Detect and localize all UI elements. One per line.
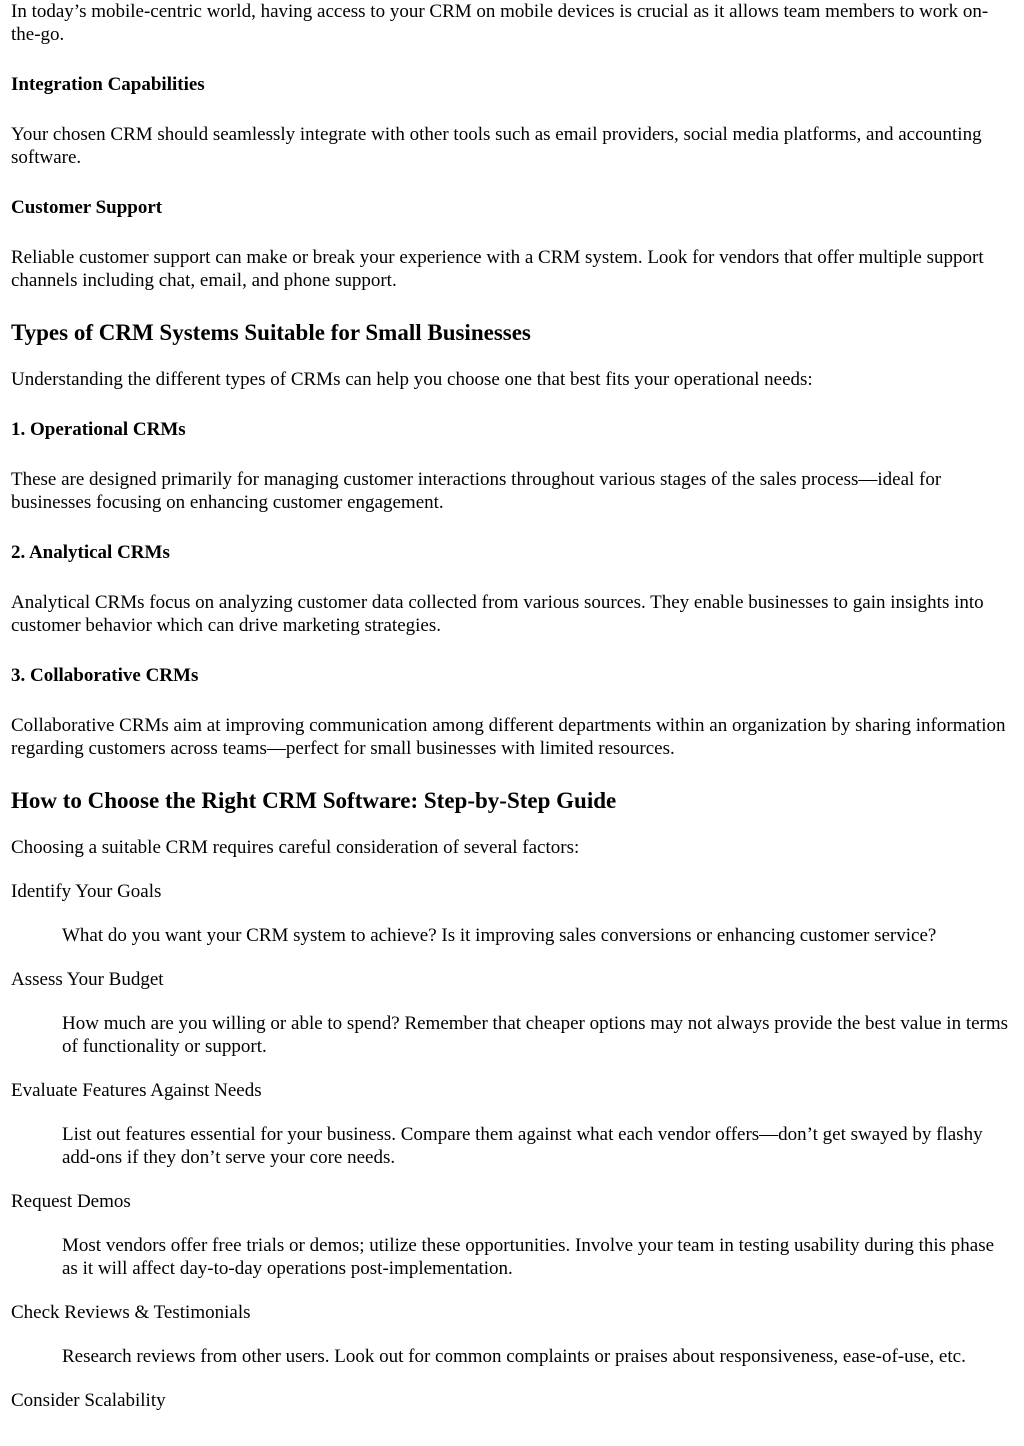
step-term: Evaluate Features Against Needs	[11, 1080, 262, 1101]
types-section-heading: Types of CRM Systems Suitable for Small Businesses	[11, 320, 531, 345]
step-description: List out features essential for your business. Compare them against what each vendor offers—don’t get swayed by flashy add-ons if they don’t serve your core needs.	[62, 1124, 983, 1168]
step-term: Assess Your Budget	[11, 969, 164, 990]
guide-section-heading: How to Choose the Right CRM Software: Step-by-Step Guide	[11, 788, 617, 813]
analytical-crm-paragraph: Analytical CRMs focus on analyzing customer data collected from various sources. They enable businesses to gain insights into customer behavior which can drive marketing strategies.	[11, 592, 984, 636]
step-description: Most vendors offer free trials or demos; utilize these opportunities. Involve your team in testing usability during this phase as it will affect day-to-day operations post-implementation.	[62, 1235, 995, 1279]
step-term: Request Demos	[11, 1191, 131, 1212]
operational-crm-paragraph: These are designed primarily for managing customer interactions throughout various stages of the sales process—ideal for businesses focusing on enhancing customer engagement.	[11, 469, 942, 513]
step-term: Consider Scalability	[11, 1390, 166, 1411]
step-term: Check Reviews & Testimonials	[11, 1302, 251, 1323]
mobile-access-paragraph: In today’s mobile-centric world, having access to your CRM on mobile devices is crucial as it allows team members to work on-the-go.	[11, 1, 989, 45]
step-term: Identify Your Goals	[11, 881, 162, 902]
collaborative-crm-paragraph: Collaborative CRMs aim at improving communication among different departments within an organization by sharing information regarding customers across teams—perfect for small businesses with limited resources.	[11, 715, 1006, 759]
types-intro-paragraph: Understanding the different types of CRMs can help you choose one that best fits your operational needs:	[11, 369, 813, 390]
step-description: How much are you willing or able to spend? Remember that cheaper options may not always provide the best value in terms of functionality or support.	[62, 1013, 1009, 1057]
step-description: What do you want your CRM system to achieve? Is it improving sales conversions or enhancing customer service?	[62, 925, 937, 946]
guide-intro-paragraph: Choosing a suitable CRM requires careful consideration of several factors:	[11, 837, 580, 858]
support-heading: Customer Support	[11, 197, 163, 218]
analytical-crm-heading: 2. Analytical CRMs	[11, 542, 170, 563]
integration-heading: Integration Capabilities	[11, 74, 205, 95]
article-body	[11, 0, 1013, 1433]
integration-paragraph: Your chosen CRM should seamlessly integrate with other tools such as email providers, social media platforms, and accounting software.	[11, 124, 982, 168]
guide-steps-list	[11, 880, 1013, 1412]
support-paragraph: Reliable customer support can make or break your experience with a CRM system. Look for vendors that offer multiple support channels including chat, email, and phone support.	[11, 247, 984, 291]
operational-crm-heading: 1. Operational CRMs	[11, 419, 186, 440]
step-description: Research reviews from other users. Look out for common complaints or praises about responsiveness, ease-of-use, etc.	[62, 1346, 966, 1367]
collaborative-crm-heading: 3. Collaborative CRMs	[11, 665, 199, 686]
